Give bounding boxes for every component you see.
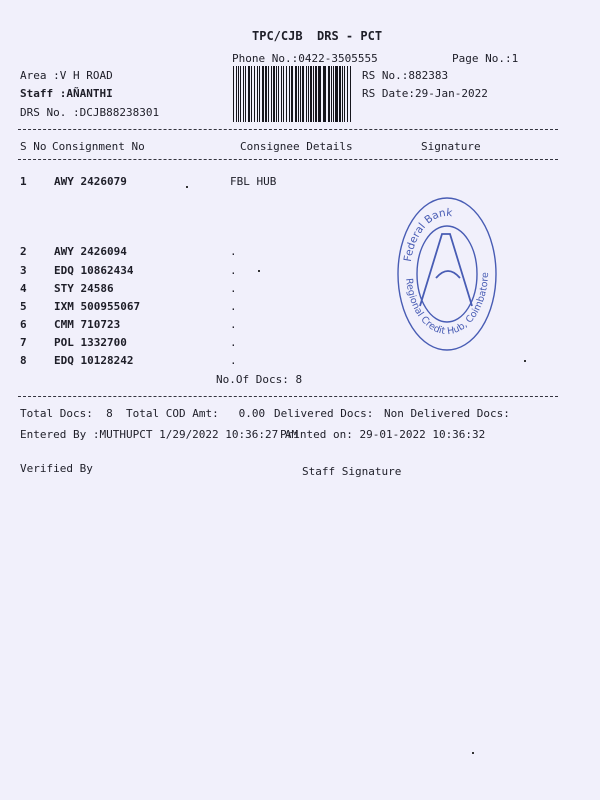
barcode-bar	[236, 66, 237, 122]
barcode-bar	[313, 66, 314, 122]
row-consignee: .	[230, 336, 237, 349]
row-sno: 2	[20, 245, 27, 258]
row-consignee: .	[230, 264, 237, 277]
barcode-bar	[302, 66, 304, 122]
row-sno: 1	[20, 175, 27, 188]
barcode-bar	[291, 66, 293, 122]
row-consignment-no: EDQ 10862434	[54, 264, 134, 277]
page-number: Page No.:1	[452, 52, 519, 65]
barcode-bar	[257, 66, 258, 122]
row-consignee: .	[230, 245, 237, 258]
col-header-sno: S No	[20, 140, 47, 153]
barcode-bar	[289, 66, 290, 122]
barcode-bar	[286, 66, 287, 122]
printed-on: Printed on: 29-01-2022 10:36:32	[280, 428, 486, 441]
barcode-bar	[295, 66, 297, 122]
barcode-bar	[347, 66, 348, 122]
barcode-bar	[233, 66, 234, 122]
barcode-bar	[342, 66, 343, 122]
barcode-bar	[318, 66, 321, 122]
barcode-bar	[335, 66, 338, 122]
rs-date: RS Date:29-Jan-2022	[362, 87, 488, 100]
col-header-signature: Signature	[421, 140, 481, 153]
entered-by: Entered By :MUTHUPCT 1/29/2022 10:36:27 AM	[20, 428, 299, 441]
scan-speck	[186, 186, 188, 188]
barcode-bar	[300, 66, 301, 122]
barcode-bar	[344, 66, 345, 122]
row-consignment-no: POL 1332700	[54, 336, 127, 349]
barcode-bar	[328, 66, 330, 122]
row-consignee: .	[230, 300, 237, 313]
barcode-bar	[283, 66, 284, 122]
row-consignment-no: EDQ 10128242	[54, 354, 134, 367]
barcode-bar	[262, 66, 264, 122]
barcode-bar	[276, 66, 277, 122]
scan-speck	[524, 360, 526, 362]
drs-number: DRS No. :DCJB88238301	[20, 106, 160, 119]
row-consignee: .	[230, 318, 237, 331]
document-title: TPC/CJB DRS - PCT	[252, 29, 383, 43]
staff-signature-label: Staff Signature	[302, 465, 402, 478]
non-delivered-docs: Non Delivered Docs:	[384, 407, 510, 420]
barcode-bar	[298, 66, 299, 122]
col-header-consignee: Consignee Details	[240, 140, 353, 153]
no-of-docs: No.Of Docs: 8	[216, 373, 303, 386]
row-consignee: .	[230, 282, 237, 295]
barcode-bar	[308, 66, 309, 122]
row-sno: 3	[20, 264, 27, 277]
phone-number: Phone No.:0422-3505555	[232, 52, 378, 65]
divider-header	[18, 159, 558, 160]
barcode-bar	[281, 66, 282, 122]
barcode-bar	[268, 66, 269, 122]
barcode-bar	[315, 66, 317, 122]
barcode-bar	[243, 66, 244, 122]
row-consignment-no: IXM 500955067	[54, 300, 141, 313]
staff-label: Staff :AÑANTHI	[20, 87, 113, 100]
barcode-bar	[333, 66, 334, 122]
scan-speck	[472, 752, 474, 754]
scan-speck	[258, 270, 260, 272]
barcode-bar	[323, 66, 326, 122]
barcode-bar	[251, 66, 252, 122]
barcode-bar	[273, 66, 275, 122]
row-sno: 6	[20, 318, 27, 331]
barcode-bar	[254, 66, 255, 122]
barcode-bar	[240, 66, 241, 122]
verified-by-label: Verified By	[20, 462, 93, 475]
row-consignment-no: AWY 2426094	[54, 245, 127, 258]
barcode-bar	[271, 66, 272, 122]
barcode-bar	[278, 66, 279, 122]
divider-top	[18, 129, 558, 130]
row-sno: 4	[20, 282, 27, 295]
barcode-bar	[238, 66, 239, 122]
row-consignment-no: AWY 2426079	[54, 175, 127, 188]
area-label: Area :V H ROAD	[20, 69, 113, 82]
rs-number: RS No.:882383	[362, 69, 449, 82]
barcode-bar	[265, 66, 267, 122]
barcode-bar	[350, 66, 351, 122]
total-cod-amount: Total COD Amt: 0.00	[126, 407, 266, 420]
svg-text:Regional Credit Hub, Coimbator: Regional Credit Hub, Coimbatore	[403, 272, 492, 338]
delivered-docs: Delivered Docs:	[274, 407, 374, 420]
barcode-bar	[339, 66, 341, 122]
row-sno: 8	[20, 354, 27, 367]
row-consignee: FBL HUB	[230, 175, 277, 188]
total-docs: Total Docs: 8	[20, 407, 113, 420]
bank-seal-stamp	[396, 194, 498, 356]
divider-bottom	[18, 396, 558, 397]
barcode-bar	[259, 66, 260, 122]
barcode	[232, 66, 354, 122]
row-consignment-no: STY 24586	[54, 282, 114, 295]
barcode-bar	[245, 66, 246, 122]
barcode-bar	[310, 66, 312, 122]
barcode-bar	[306, 66, 307, 122]
row-sno: 7	[20, 336, 27, 349]
svg-text:Federal Bank: Federal Bank	[401, 206, 453, 263]
col-header-consignment: Consignment No	[52, 140, 145, 153]
row-consignee: .	[230, 354, 237, 367]
barcode-bar	[248, 66, 250, 122]
row-sno: 5	[20, 300, 27, 313]
barcode-bar	[331, 66, 332, 122]
row-consignment-no: CMM 710723	[54, 318, 121, 331]
